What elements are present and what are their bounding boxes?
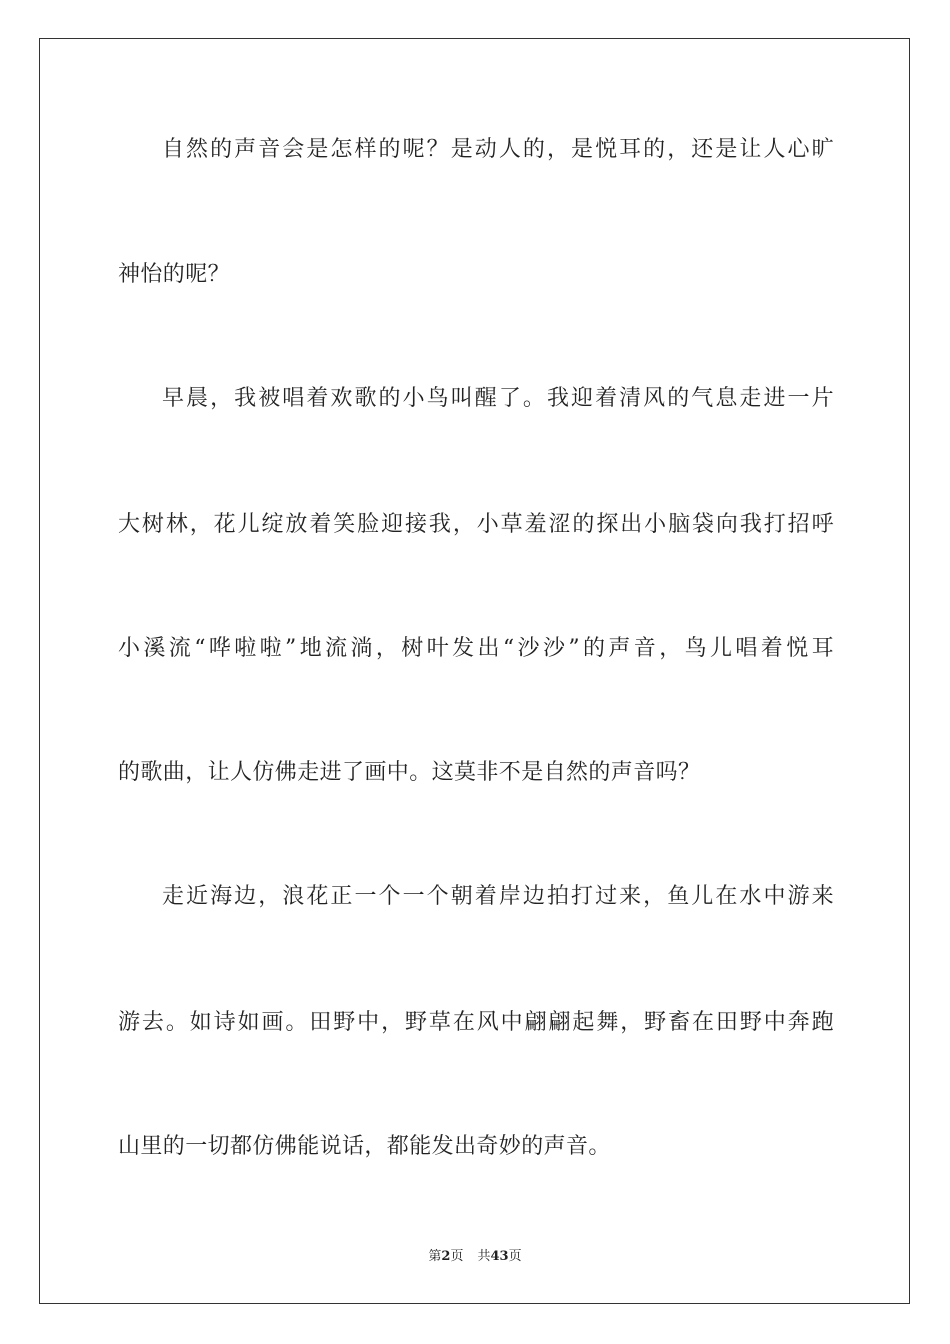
paragraph-1-line-1: 自然的声音会是怎样的呢？是动人的，是悦耳的，还是让人心旷 bbox=[162, 137, 834, 162]
paragraph-2-line-2: 大树林，花儿绽放着笑脸迎接我，小草羞涩的探出小脑袋向我打招呼 bbox=[118, 512, 834, 537]
page-prefix: 第 bbox=[428, 1249, 442, 1264]
total-prefix: 共 bbox=[477, 1249, 491, 1264]
page-suffix: 页 bbox=[450, 1249, 464, 1264]
paragraph-3-line-1: 走近海边，浪花正一个一个朝着岸边拍打过来，鱼儿在水中游来 bbox=[162, 884, 834, 909]
total-pages: 43 bbox=[490, 1249, 509, 1264]
paragraph-2-line-1: 早晨，我被唱着欢歌的小鸟叫醒了。我迎着清风的气息走进一片 bbox=[162, 386, 834, 411]
paragraph-3-line-2: 游去。如诗如画。田野中，野草在风中翩翩起舞，野畜在田野中奔跑 bbox=[118, 1010, 834, 1035]
paragraph-1-line-2: 神怡的呢？ bbox=[118, 262, 231, 287]
paragraph-2-line-4: 的歌曲，让人仿佛走进了画中。这莫非不是自然的声音吗？ bbox=[118, 760, 701, 785]
paragraph-2-line-3: 小溪流“哗啦啦”地流淌，树叶发出“沙沙”的声音，鸟儿唱着悦耳 bbox=[118, 636, 834, 661]
page-border bbox=[39, 38, 910, 1304]
page-number: 2 bbox=[441, 1249, 451, 1264]
page-footer bbox=[0, 1248, 950, 1266]
total-suffix: 页 bbox=[508, 1249, 522, 1264]
paragraph-3-line-3: 山里的一切都仿佛能说话，都能发出奇妙的声音。 bbox=[118, 1134, 611, 1159]
